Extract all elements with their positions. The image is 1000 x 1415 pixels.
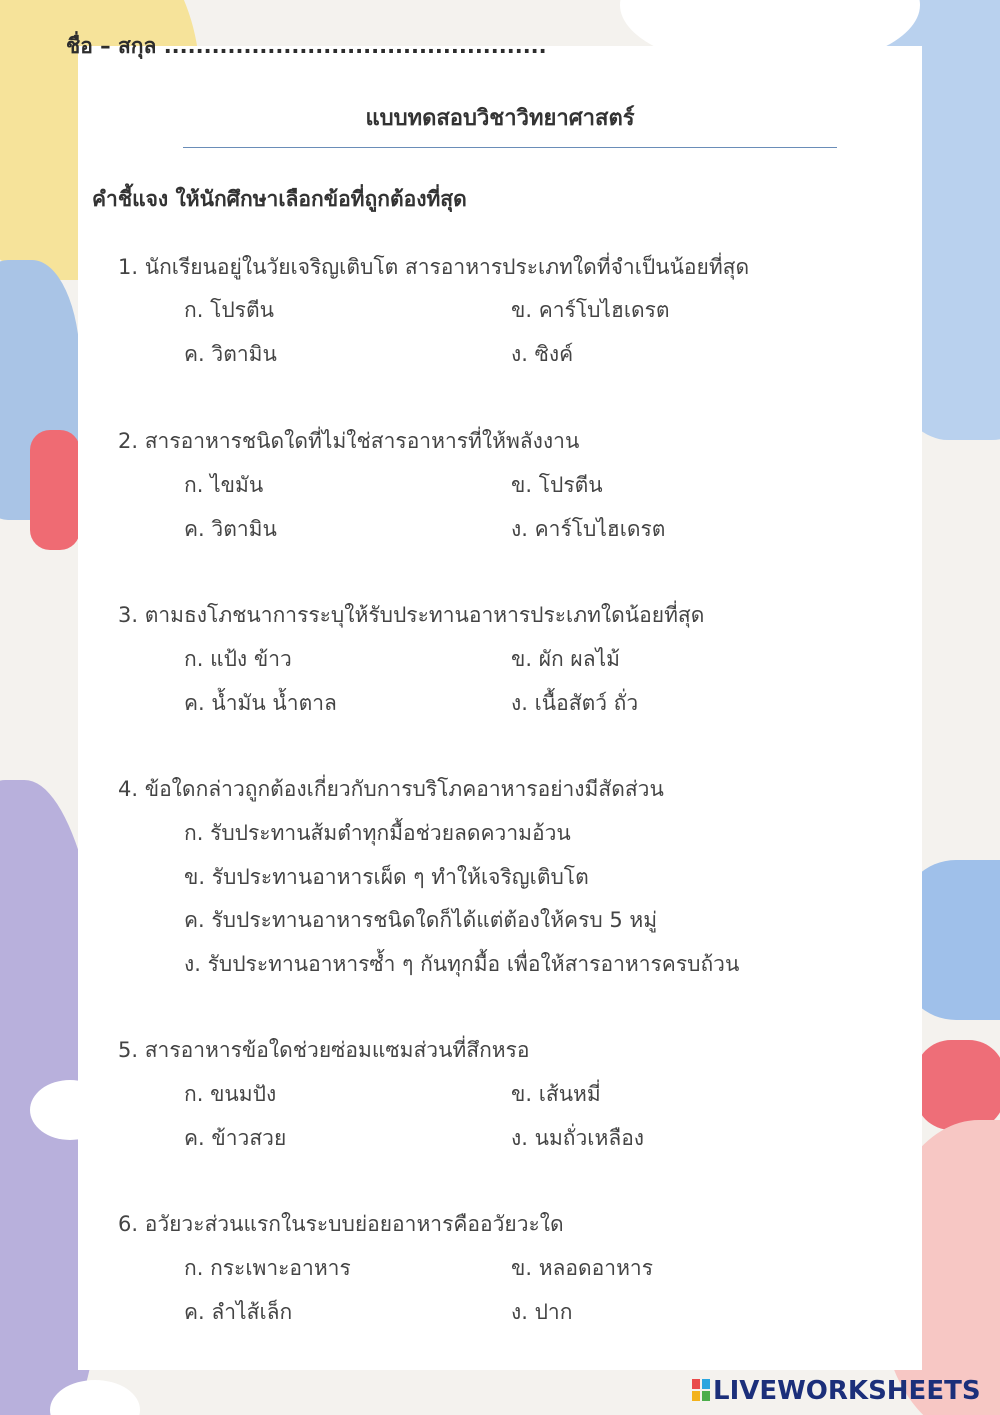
option-c[interactable]: ค. น้ำมัน น้ำตาล bbox=[184, 691, 337, 715]
option-c[interactable]: ค. วิตามิน bbox=[184, 342, 277, 366]
liveworksheets-logo[interactable] bbox=[692, 1376, 981, 1406]
question-text: 5. สารอาหารข้อใดช่วยซ่อมแซมส่วนที่สึกหรอ bbox=[118, 1038, 530, 1062]
option-a[interactable]: ก. ไขมัน bbox=[184, 473, 264, 497]
option-a[interactable]: ก. รับประทานส้มตำทุกมื้อช่วยลดความอ้วน bbox=[184, 821, 571, 845]
red-shape-right bbox=[915, 1040, 1000, 1130]
logo-text: LIVEWORKSHEETS bbox=[713, 1376, 981, 1406]
page-title: แบบทดสอบวิชาวิทยาศาสตร์ bbox=[365, 106, 635, 131]
option-c[interactable]: ค. วิตามิน bbox=[184, 517, 277, 541]
option-a[interactable]: ก. กระเพาะอาหาร bbox=[184, 1256, 351, 1280]
red-shape-left bbox=[30, 430, 80, 550]
option-b[interactable]: ข. หลอดอาหาร bbox=[511, 1256, 653, 1280]
option-d[interactable]: ง. นมถั่วเหลือง bbox=[511, 1126, 645, 1150]
option-d[interactable]: ง. ซิงค์ bbox=[511, 342, 574, 366]
name-field-label: ชื่อ – สกุล ................................................ bbox=[66, 34, 547, 58]
option-c[interactable]: ค. ลำไส้เล็ก bbox=[184, 1300, 293, 1324]
option-d[interactable]: ง. รับประทานอาหารซ้ำ ๆ กันทุกมื้อ เพื่อให้สารอาหารครบถ้วน bbox=[184, 952, 740, 976]
option-a[interactable]: ก. ขนมปัง bbox=[184, 1082, 277, 1106]
question-text: 3. ตามธงโภชนาการระบุให้รับประทานอาหารประเภทใดน้อยที่สุด bbox=[118, 603, 705, 627]
title-divider bbox=[183, 147, 837, 148]
option-d[interactable]: ง. เนื้อสัตว์ ถั่ว bbox=[511, 691, 639, 715]
option-d[interactable]: ง. ปาก bbox=[511, 1300, 573, 1324]
option-d[interactable]: ง. คาร์โบไฮเดรต bbox=[511, 517, 666, 541]
instructions: คำชี้แจง ให้นักศึกษาเลือกข้อที่ถูกต้องที่สุด bbox=[92, 187, 467, 211]
option-c[interactable]: ค. ข้าวสวย bbox=[184, 1126, 287, 1150]
option-b[interactable]: ข. รับประทานอาหารเผ็ด ๆ ทำให้เจริญเติบโต bbox=[184, 865, 589, 889]
option-c[interactable]: ค. รับประทานอาหารชนิดใดก็ได้แต่ต้องให้ครบ 5 หมู่ bbox=[184, 908, 658, 932]
option-b[interactable]: ข. โปรตีน bbox=[511, 473, 603, 497]
option-b[interactable]: ข. เส้นหมี่ bbox=[511, 1082, 601, 1106]
question-text: 4. ข้อใดกล่าวถูกต้องเกี่ยวกับการบริโภคอาหารอย่างมีสัดส่วน bbox=[118, 777, 664, 801]
option-b[interactable]: ข. ผัก ผลไม้ bbox=[511, 647, 620, 671]
question-text: 2. สารอาหารชนิดใดที่ไม่ใช่สารอาหารที่ให้พลังงาน bbox=[118, 429, 580, 453]
question-text: 1. นักเรียนอยู่ในวัยเจริญเติบโต สารอาหารประเภทใดที่จำเป็นน้อยที่สุด bbox=[118, 255, 750, 279]
question-text: 6. อวัยวะส่วนแรกในระบบย่อยอาหารคืออวัยวะใด bbox=[118, 1212, 564, 1236]
option-a[interactable]: ก. โปรตีน bbox=[184, 298, 274, 322]
option-b[interactable]: ข. คาร์โบไฮเดรต bbox=[511, 298, 670, 322]
liveworksheets-logo-icon bbox=[692, 1379, 710, 1401]
option-a[interactable]: ก. แป้ง ข้าว bbox=[184, 647, 292, 671]
